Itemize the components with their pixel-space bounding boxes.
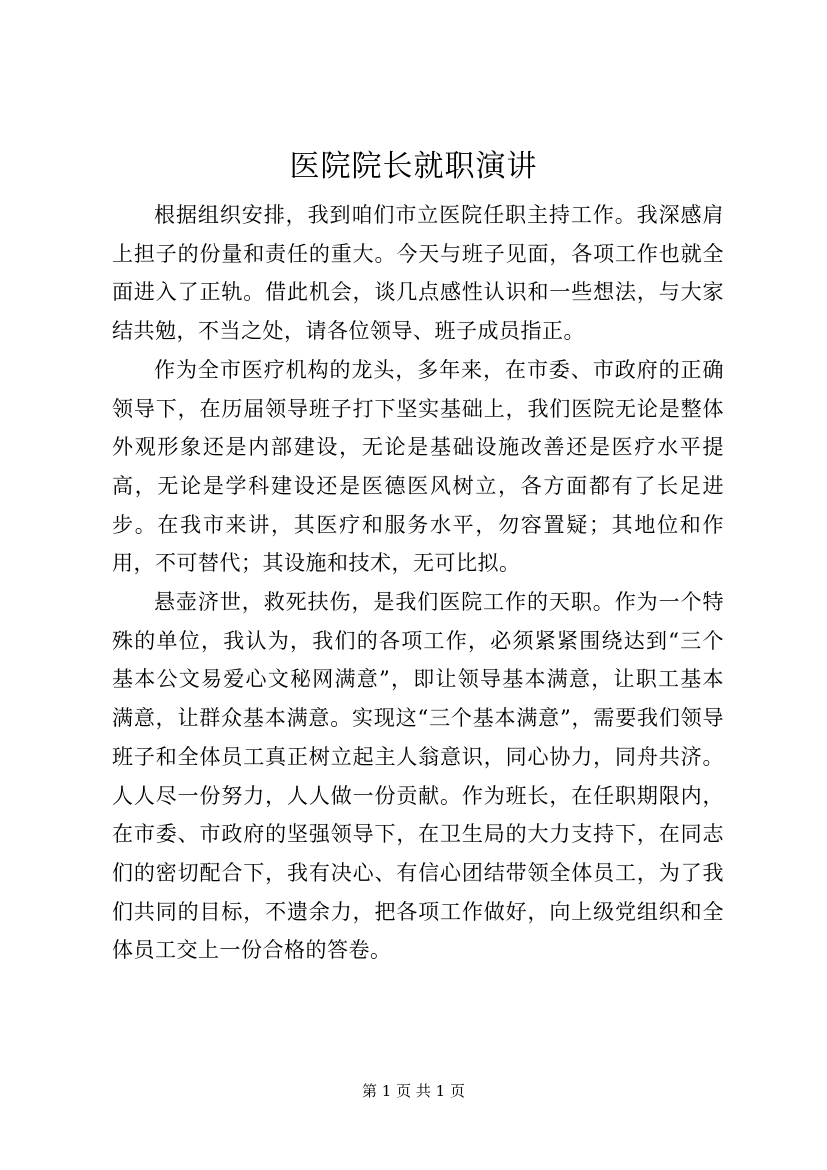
document-title: 医院院长就职演讲 <box>289 149 538 184</box>
paragraph-2: 作为全市医疗机构的龙头，多年来，在市委、市政府的正确领导下，在历届领导班子打下坚实基础上，我们医院无论是整体外观形象还是内部建设，无论是基础设施改善还是医疗水平提高，无论是学科建设还是医德医风树立，各方面都有了长足进步。在我市来讲，其医疗和服务水平，勿容置疑；其地位和作用，不可替代；其设施和技术，无可比拟。 <box>112 357 724 576</box>
page-number-footer: 第 1 页 共 1 页 <box>362 1082 465 1100</box>
paragraph-1: 根据组织安排，我到咱们市立医院任职主持工作。我深感肩上担子的份量和责任的重大。今天与班子见面，各项工作也就全面进入了正轨。借此机会，谈几点感性认识和一些想法，与大家结共勉，不当之处，请各位领导、班子成员指正。 <box>112 203 724 344</box>
paragraph-3: 悬壶济世，救死扶伤，是我们医院工作的天职。作为一个特殊的单位，我认为，我们的各项工作，必须紧紧围绕达到“三个基本公文易爱心文秘网满意”，即让领导基本满意，让职工基本满意，让群众基本满意。实现这“三个基本满意”，需要我们领导班子和全体员工真正树立起主人翁意识，同心协力，同舟共济。人人尽一份努力，人人做一份贡献。作为班长，在任职期限内，在市委、市政府的坚强领导下，在卫生局的大力支持下，在同志们的密切配合下，我有决心、有信心团结带领全体员工，为了我们共同的目标，不遗余力，把各项工作做好，向上级党组织和全体员工交上一份合格的答卷。 <box>112 590 724 963</box>
document-body <box>112 196 724 970</box>
